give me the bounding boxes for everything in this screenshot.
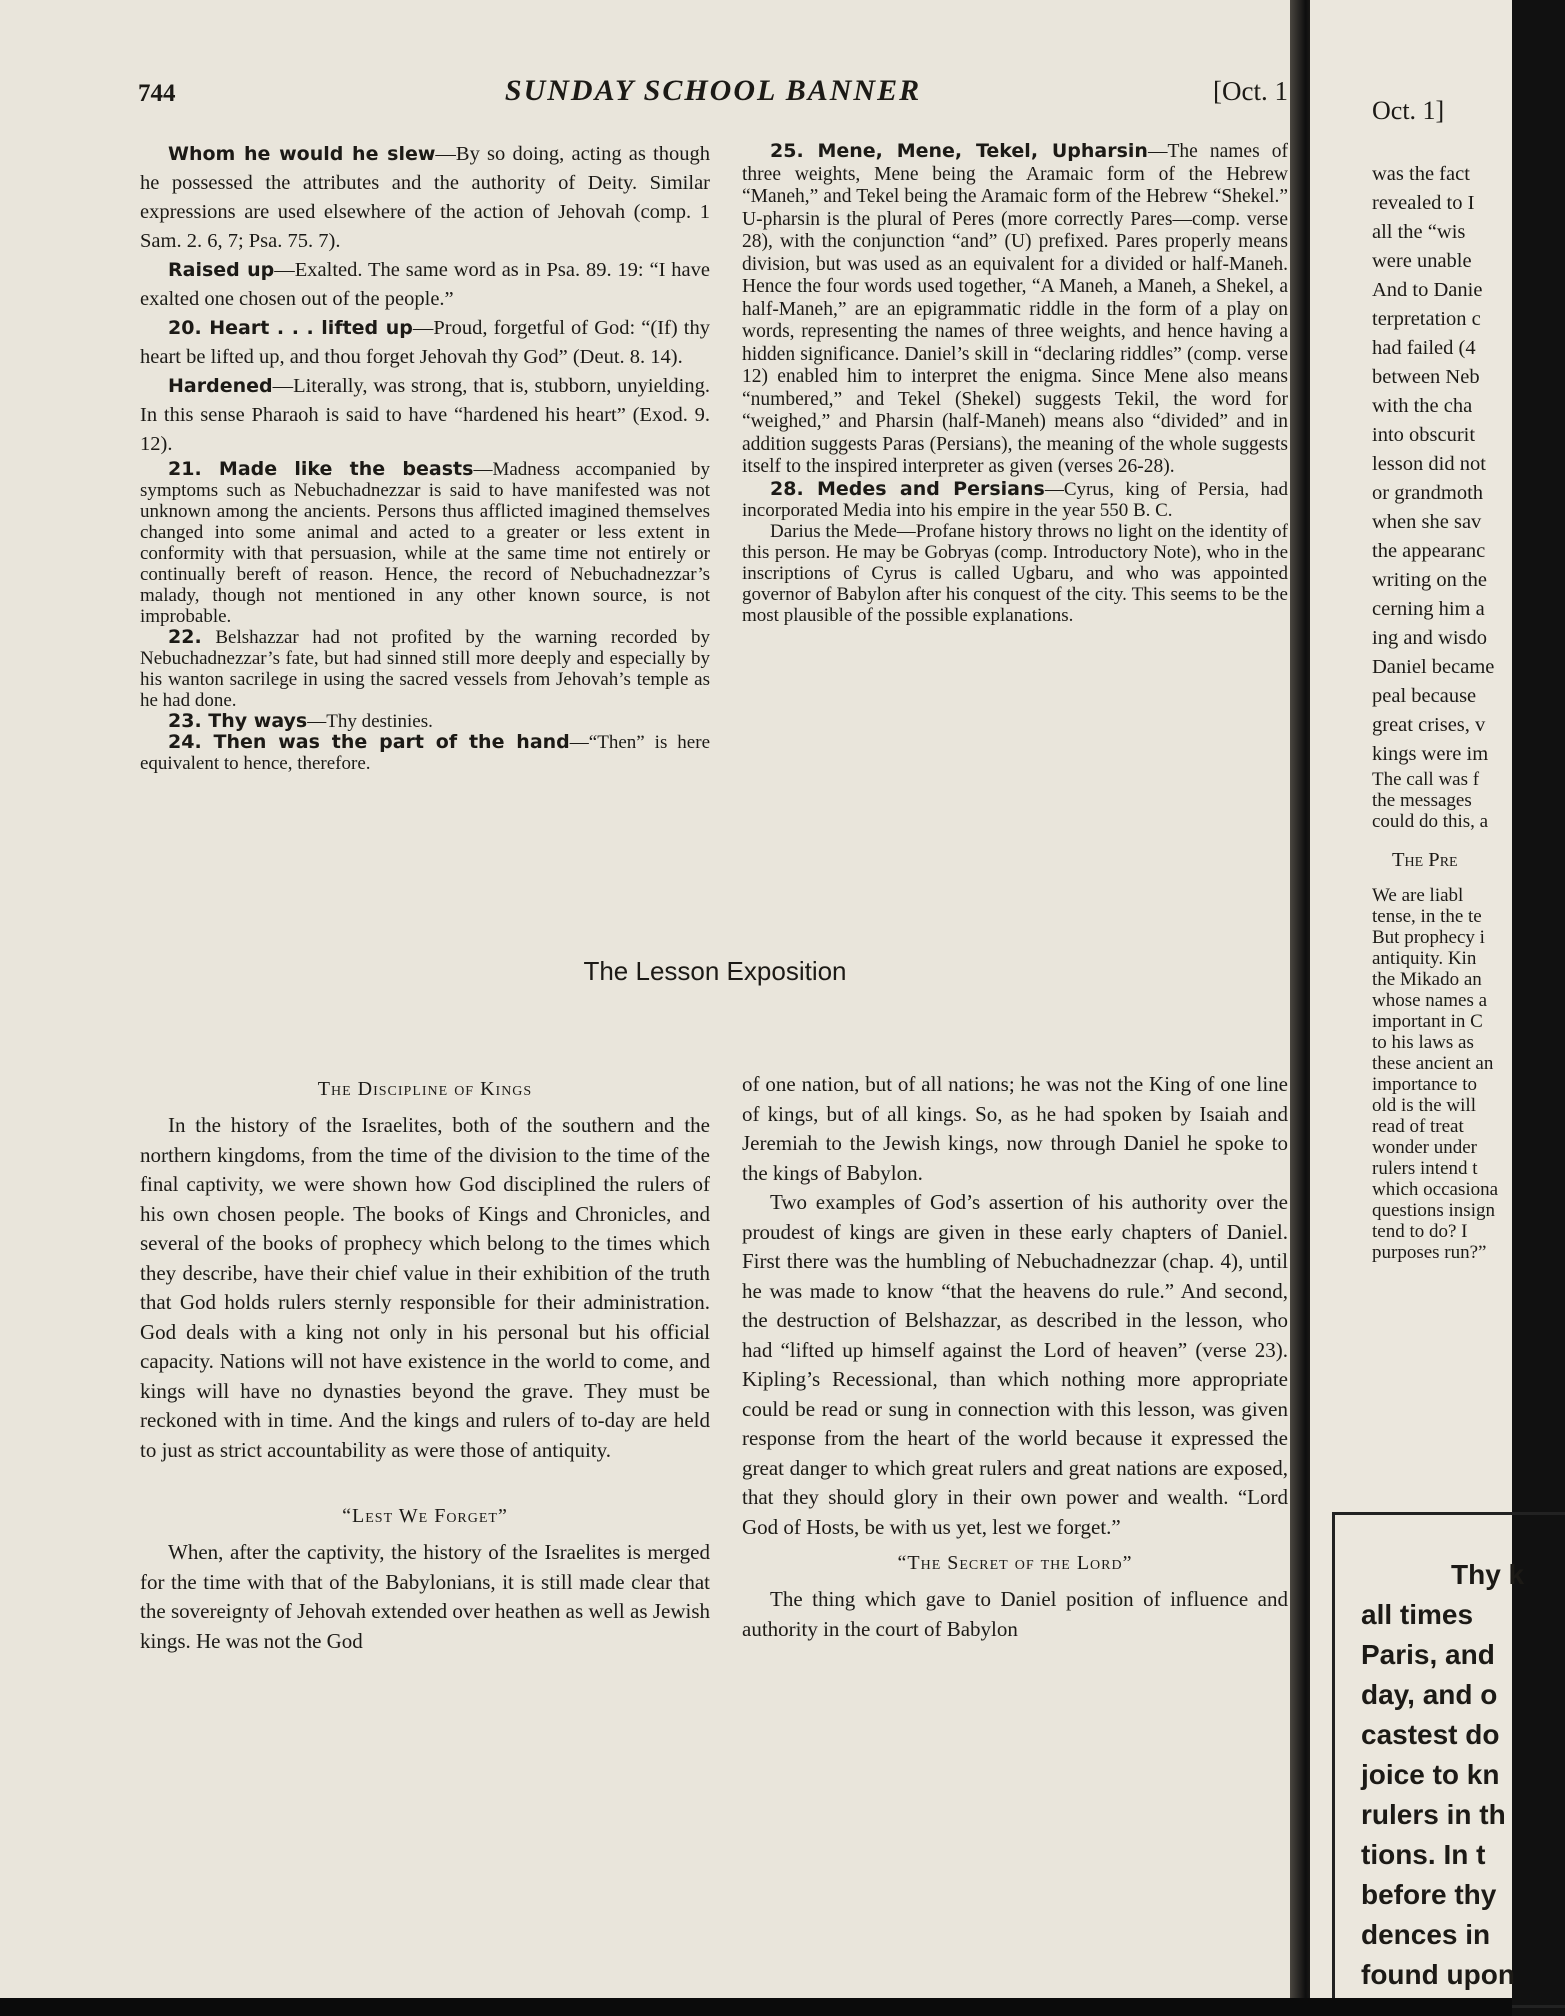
note-body: —Exalted. The same word as in Psa. 89. 19: “I have exalted one chosen out of the people.” (140, 259, 710, 310)
text-line: the messages (1372, 790, 1472, 811)
note-headword: Hardened (168, 375, 273, 397)
text-line: dences in (1361, 1919, 1491, 1950)
text-line: all the “wis (1372, 221, 1466, 243)
text-line: And to Danie (1372, 279, 1483, 301)
text-line: ing and wisdo (1372, 627, 1488, 649)
subheading: “The Secret of the Lord” (897, 1552, 1133, 1574)
note-paragraph (140, 459, 710, 627)
text-line: tions. In t (1361, 1839, 1486, 1870)
text-line: antiquity. Kin (1372, 948, 1477, 969)
text-line: into obscurit (1372, 424, 1476, 446)
note-body: —Thy destinies. (307, 711, 433, 732)
note-headword: 23. Thy ways (168, 710, 308, 732)
subheading: The Discipline of Kings (317, 1078, 533, 1100)
text-line: writing on the (1372, 569, 1488, 591)
text-line: Thy k (1451, 1559, 1525, 1590)
text-line: before thy (1361, 1879, 1497, 1910)
note-headword: 21. Made like the beasts (168, 458, 474, 480)
right-page-text (1372, 160, 1542, 1263)
note-paragraph (140, 140, 710, 256)
text-line: questions insign (1372, 1200, 1495, 1221)
text-line: castest do (1361, 1719, 1500, 1750)
text-line: We are liabl (1372, 885, 1464, 906)
note-paragraph (140, 627, 710, 711)
body-paragraph: Two examples of God’s assertion of his authority over the proudest of kings are given in these early chapters of Daniel. First there was the humbling of Nebuchadnezzar (chap. 4), until he was made to know “that the heavens do rule.” And second, the destruction of Belshazzar, as described in the lesson, who had “lifted up himself against the Lord of heaven” (verse 23). Kipling’s Recessional, than which nothing more appropriate could be read or sung in connection with this lesson, was given response from the heart of the world because it expressed the great danger to which great rulers and great nations are exposed, that they should glory in their own power and wealth. “Lord God of Hosts, be with us yet, lest we forget.” (742, 1190, 1288, 1539)
text-line: the appearanc (1372, 540, 1486, 562)
section-title: The Lesson Exposition (583, 956, 847, 986)
note-headword: 25. Mene, Mene, Tekel, Upharsin (770, 140, 1148, 162)
text-line: wonder under (1372, 1137, 1477, 1158)
note-body: —Madness accompanied by symptoms such as Nebuchadnezzar is said to have manifested was not unknown among the ancients. Persons thus afflicted imagined themselves changed into some animal and acted to a greater or less extent in conformity with that persuasion, while at the same time not entirely or continually bereft of reason. Hence, the record of Nebuchadnezzar’s malady, though not mentioned in any other known source, is not improbable. (140, 459, 710, 627)
text-line: with the cha (1372, 395, 1473, 417)
note-paragraph (140, 732, 710, 774)
note-paragraph (140, 314, 710, 372)
text-line: revealed to I (1372, 192, 1475, 214)
right-page-subheading: The Pre (1392, 849, 1458, 871)
text-line: read of treat (1372, 1116, 1464, 1137)
exposition-column-right (742, 1070, 1288, 1644)
note-headword: Whom he would he slew (168, 143, 436, 165)
body-paragraph: of one nation, but of all nations; he was not the King of one line of kings, but of all kings. So, as he had spoken by Isaiah and Jeremiah to the Jewish kings, now through Daniel he spoke to the kings of Babylon. (742, 1072, 1288, 1185)
text-line: were unable (1372, 250, 1472, 272)
text-line: tense, in the te (1372, 906, 1482, 927)
boxed-quotation (1332, 1512, 1565, 2008)
text-line: important in C (1372, 1011, 1483, 1032)
text-line: to his laws as (1372, 1032, 1474, 1053)
text-line: between Neb (1372, 366, 1480, 388)
body-paragraph: In the history of the Israelites, both of the southern and the northern kingdoms, from the time of the division to the time of the final captivity, we were shown how God disciplined the rulers of his own chosen people. The books of Kings and Chronicles, and several of the books of prophecy which belong to the times which they describe, have their chief value in their exhibition of the truth that God holds rulers sternly responsible for their administration. God deals with a king not only in his personal but his official capacity. Nations will not have existence in the world to come, and kings will have no dynasties beyond the grave. They must be reckoned with in time. And the kings and rulers of to-day are held to just as strict accountability as were those of antiquity. (140, 1113, 710, 1462)
text-line: terpretation c (1372, 308, 1481, 330)
note-headword: Raised up (168, 259, 275, 281)
text-line: great crises, v (1372, 714, 1486, 736)
text-line: day, and o (1361, 1679, 1498, 1710)
text-line: or grandmoth (1372, 482, 1484, 504)
note-paragraph (140, 711, 710, 732)
text-line: joice to kn (1361, 1759, 1500, 1790)
text-line: the Mikado an (1372, 969, 1482, 990)
text-line: Paris, and (1361, 1639, 1495, 1670)
text-line: purposes run?” (1372, 1242, 1487, 1263)
text-line: had failed (4 (1372, 337, 1476, 359)
body-paragraph: When, after the captivity, the history of the Israelites is merged for the time with that of the Babylonians, it is still made clear that the sovereignty of Jehovah extended over heathen as well as Jewish kings. He was not the God (140, 1540, 710, 1653)
text-line: The call was f (1372, 769, 1480, 790)
notes-column-left (140, 140, 710, 774)
page-bottom-edge (0, 1998, 1512, 2016)
text-line: all times (1361, 1599, 1474, 1630)
text-line: which occasiona (1372, 1179, 1499, 1200)
text-line: whose names a (1372, 990, 1488, 1011)
text-line: old is the will (1372, 1095, 1476, 1116)
text-line: kings were im (1372, 743, 1489, 765)
note-body: —By so doing, acting as though he possessed the attributes and the authority of Deity. Similar expressions are used elsewhere of the action of Jehovah (comp. 1 Sam. 2. 6, 7; Psa. 75. 7). (140, 143, 710, 252)
text-line: Daniel became (1372, 656, 1495, 678)
text-line: when she sav (1372, 511, 1482, 533)
issue-date: [Oct. 1 (1213, 76, 1288, 106)
text-line: found upon (1361, 1959, 1515, 1990)
note-body: —Cyrus, king of Persia, had incorporated Media into his empire in the year 550 B. C. (742, 478, 1288, 521)
note-body: Belshazzar had not profited by the warning recorded by Nebuchadnezzar’s fate, but had sinned still more deeply and especially by his wanton sacrilege in using the sacred vessels from Jehovah’s temple as he had done. (140, 627, 710, 711)
text-line: was the fact (1372, 163, 1470, 185)
note-paragraph (742, 479, 1288, 521)
note-paragraph (742, 140, 1288, 479)
text-line: these ancient an (1372, 1053, 1494, 1074)
text-line: could do this, a (1372, 811, 1489, 832)
note-body: Darius the Mede—Profane history throws no light on the identity of this person. He may be Gobryas (comp. Introductory Note), who in the inscriptions of Cyrus is called Ugbaru, and who was appointed governor of Babylon after his conquest of the city. This seems to be the most plausible of the possible explanations. (742, 520, 1288, 626)
text-line: peal because (1372, 685, 1477, 707)
note-body: —Proud, forgetful of God: “(If) thy heart be lifted up, and thou forget Jehovah thy God” (Deut. 8. 14). (140, 317, 710, 368)
text-line: importance to (1372, 1074, 1477, 1095)
text-line: rulers intend t (1372, 1158, 1478, 1179)
right-page-date: Oct. 1] (1372, 96, 1445, 125)
note-body: —The names of three weights, Mene being the Aramaic form of the Hebrew “Maneh,” and Tekel being the Aramaic form of the Hebrew “Shekel.” U-pharsin is the plural of Peres (more correctly Pares—comp. verse 28), with the conjunction “and” (U) prefixed. Pares properly means division, but was used as an equivalent for a divided or half-Maneh. Hence the four words used together, “A Maneh, a Maneh, a Shekel, a half-Maneh,” are an epigrammatic riddle in the form of a play on words, representing the names of three weights, and hence having a hidden significance. Daniel’s skill in “declaring riddles” (comp. verse 12) enabled him to interpret the enigma. Since Mene also means “numbered,” and Tekel (Shekel) suggests Tekil, the word for “weighed,” and Pharsin (half-Maneh) means also “divided” and in addition suggests Paras (Persians), the meaning of the whole suggests itself to the inspired interpreter as given (verses 26-28). (742, 141, 1288, 477)
running-head (138, 74, 1288, 114)
right-page (1310, 0, 1525, 2006)
note-headword: 24. Then was the part of the hand (168, 731, 570, 753)
text-line: lesson did not (1372, 453, 1486, 475)
note-body: —Literally, was strong, that is, stubborn, unyielding. In this sense Pharaoh is said to have “hardened his heart” (Exod. 9. 12). (140, 375, 710, 455)
text-line: tend to do? I (1372, 1221, 1468, 1242)
note-body: —“Then” is here equivalent to hence, therefore. (140, 732, 711, 774)
note-paragraph (140, 372, 710, 459)
note-headword: 22. (168, 626, 202, 648)
exposition-column-left (140, 1078, 710, 1656)
notes-column-right (742, 140, 1288, 626)
text-line: cerning him a (1372, 598, 1485, 620)
note-headword: 28. Medes and Persians (770, 477, 1045, 500)
note-paragraph (742, 521, 1288, 626)
text-line: But prophecy i (1372, 927, 1485, 948)
magazine-title: SUNDAY SCHOOL BANNER (504, 74, 922, 107)
note-headword: 20. Heart . . . lifted up (168, 317, 413, 339)
note-paragraph (140, 256, 710, 314)
page-number: 744 (138, 80, 176, 107)
subheading: “Lest We Forget” (342, 1505, 508, 1527)
text-line: rulers in th (1361, 1799, 1506, 1830)
body-paragraph: The thing which gave to Daniel position of influence and authority in the court of Babylon (742, 1587, 1288, 1641)
